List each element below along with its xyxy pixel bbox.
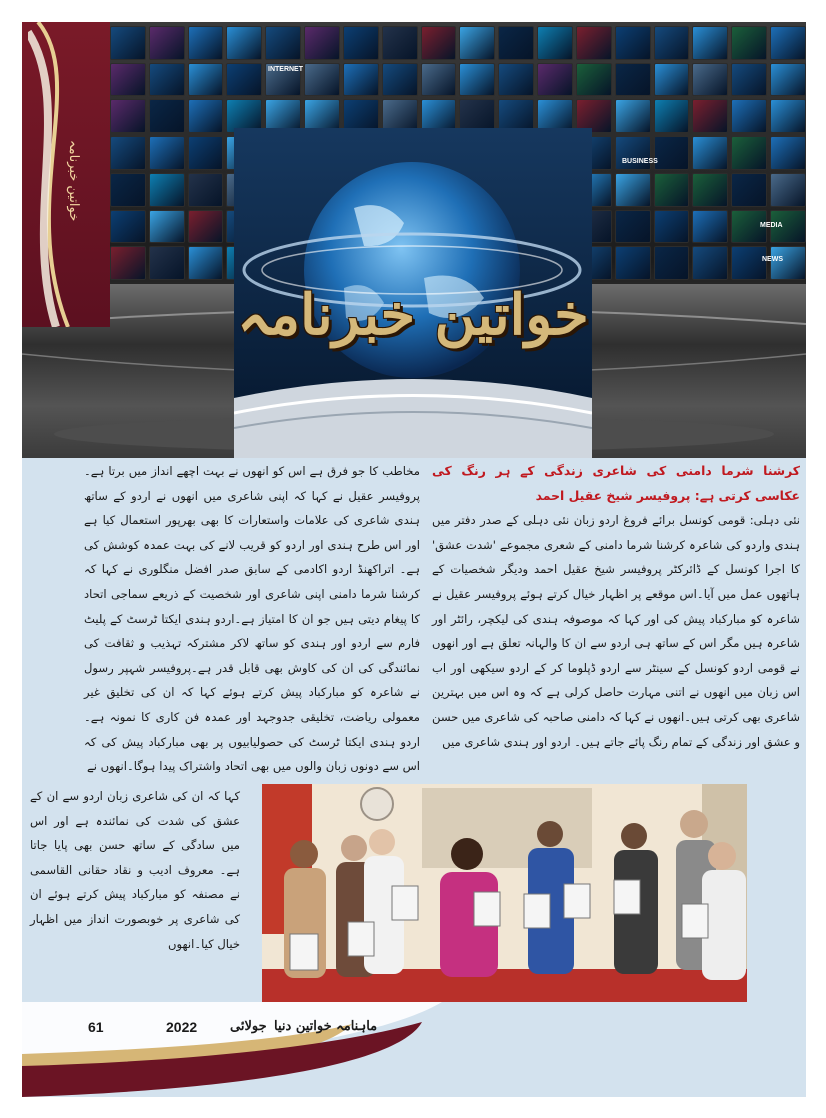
wall-screen <box>382 63 418 97</box>
event-photo <box>262 784 747 1002</box>
wall-screen <box>421 63 457 97</box>
wall-screen <box>654 99 690 133</box>
wall-screen <box>731 99 767 133</box>
wall-screen <box>692 210 728 244</box>
wall-screen <box>576 63 612 97</box>
wall-screen <box>188 136 224 170</box>
wall-screen <box>149 99 185 133</box>
wall-screen <box>731 26 767 60</box>
wall-screen <box>110 63 146 97</box>
wall-screen <box>692 173 728 207</box>
issue-year: 2022 <box>166 1019 198 1035</box>
wall-screen <box>770 136 806 170</box>
article-left-column <box>84 459 420 779</box>
wall-screen <box>459 26 495 60</box>
wall-screen <box>731 173 767 207</box>
wall-screen <box>149 136 185 170</box>
wall-screen <box>304 26 340 60</box>
wall-screen <box>692 99 728 133</box>
globe-panel <box>234 128 592 458</box>
masthead-sidebar <box>22 22 110 327</box>
wall-screen <box>770 63 806 97</box>
wall-screen <box>226 26 262 60</box>
wall-screen <box>459 63 495 97</box>
magazine-page <box>22 22 806 1097</box>
wall-screen <box>304 63 340 97</box>
issue-month: جولائی <box>230 1019 267 1034</box>
wall-screen <box>265 26 301 60</box>
wall-screen <box>110 210 146 244</box>
wall-screen <box>654 136 690 170</box>
wall-screen <box>149 210 185 244</box>
masthead-banner <box>22 22 806 458</box>
masthead-title: خواتین خبرنامہ <box>237 282 589 348</box>
wall-screen <box>615 246 651 280</box>
wall-screen <box>770 246 806 280</box>
wall-screen <box>188 63 224 97</box>
screen-label-business: BUSINESS <box>622 158 658 165</box>
wall-screen <box>188 210 224 244</box>
wall-screen <box>149 63 185 97</box>
article-left-bottom-column <box>30 784 240 956</box>
wall-screen <box>188 99 224 133</box>
wall-screen <box>731 136 767 170</box>
wall-screen <box>537 26 573 60</box>
screen-label-news: NEWS <box>762 256 783 263</box>
wall-screen <box>110 99 146 133</box>
wall-screen <box>226 63 262 97</box>
wall-screen <box>770 26 806 60</box>
wall-screen <box>188 246 224 280</box>
wall-screen <box>615 173 651 207</box>
article-body-right: نئی دہلی: قومی کونسل برائے فروغ اردو زبان نئی دہلی کے صدر دفتر میں ہندی واردو کی شاعرہ کرشنا شرما دامنی کے شعری مجموعے 'شدت عشق' کا اجرا کونسل کے ڈائرکٹر پروفیسر شیخ عقیل احمد ودیگر شخصیات کے ہاتھوں عمل میں آیا۔اس موقعے پر اظہار خیال کرتے ہوئے پروفیسر عقیل نے شاعرہ کو مبارکباد پیش کی اور کہا کہ موصوفہ ہندی کی لیکچر، رائٹر اور شاعرہ ہیں مگر اس کے ساتھ ہی اردو سے ان کا والہانہ تعلق ہے اور انھوں نے قومی اردو کونسل کے سینٹر سے اردو ڈپلوما کر کے اردو سیکھی اور اب اس زبان میں انھوں نے اتنی مہارت حاصل کرلی ہے کہ وہ اس میں بہترین شاعری بھی کرتی ہیں۔انھوں نے کہا کہ دامنی صاحبہ کی شاعری میں حسن و عشق اور زندگی کے تمام رنگ پائے جاتے ہیں۔ اردو اور ہندی شاعری میں <box>432 513 800 749</box>
wall-screen <box>770 173 806 207</box>
book-launch-photo <box>262 784 747 1002</box>
wall-screen <box>692 136 728 170</box>
wall-screen <box>188 173 224 207</box>
wall-screen <box>149 26 185 60</box>
wall-screen <box>537 63 573 97</box>
screen-label-internet: INTERNET <box>268 66 303 73</box>
wall-screen <box>731 246 767 280</box>
wall-screen <box>654 26 690 60</box>
wall-screen <box>615 26 651 60</box>
wall-screen <box>654 63 690 97</box>
wall-screen <box>770 99 806 133</box>
wall-screen <box>692 63 728 97</box>
article-body-left-top: مخاطب کا جو فرق ہے اس کو انھوں نے بہت اچھے انداز میں برتا ہے۔پروفیسر عقیل نے کہا کہ اپنی شاعری میں انھوں نے اردو کے ساتھ ہندی شاعری کی علامات واستعارات کا بھی بھرپور استعمال کیا ہے اور اس طرح ہندی اور اردو کو قریب لانے کی بہت عمدہ کوشش کی ہے۔ اتراکھنڈ اردو اکادمی کے سابق صدر افضل منگلوری نے کہا کہ کرشنا شرما دامنی اپنی شاعری اور شخصیت کے ذریعے سماجی اتحاد کا پیغام دیتی ہیں جو ان کا امتیاز ہے۔اردو ہندی ایکتا ٹرسٹ کے پلیٹ فارم سے اردو اور ہندی کو ساتھ لاکر مشترکہ تہذیب و ثقافت کی نمائندگی کی ان کی کاوش بھی قابل قدر ہے۔پروفیسر شہپر رسول نے شاعرہ کو مبارکباد پیش کرتے ہوئے کہا کہ ان کی تخلیق غیر معمولی ریاضت، تخلیقی جدوجہد اور عمدہ فن کاری کا نمونہ ہے۔اردو ہندی ایکتا ٹرسٹ کی حصولیابیوں پر بھی مبارکباد پیش کی کہ اس سے دونوں زبان والوں میں بھی اتحاد واشتراک پیدا ہوگا۔انھوں نے <box>84 464 420 774</box>
wall-screen <box>654 173 690 207</box>
wall-screen <box>615 210 651 244</box>
wall-screen <box>731 63 767 97</box>
wall-screen <box>110 246 146 280</box>
wall-screen <box>110 173 146 207</box>
sidebar-label: خواتین خبرنامہ <box>66 140 81 222</box>
screen-label-media: MEDIA <box>760 222 783 229</box>
magazine-name: ماہنامہ خواتین دنیا <box>274 1019 378 1034</box>
wall-screen <box>576 26 612 60</box>
wall-screen <box>110 136 146 170</box>
wall-screen <box>615 99 651 133</box>
wall-screen <box>498 26 534 60</box>
wall-screen <box>654 210 690 244</box>
wall-screen <box>654 246 690 280</box>
wall-screen <box>421 26 457 60</box>
wall-screen <box>692 26 728 60</box>
wall-screen <box>149 246 185 280</box>
wall-screen <box>343 63 379 97</box>
page-number: 61 <box>88 1019 104 1035</box>
wall-screen <box>498 63 534 97</box>
wall-screen <box>615 63 651 97</box>
article-body-left-bottom: کہا کہ ان کی شاعری زبان اردو سے ان کے عشق کی شدت کی نمائندہ ہے اور اس میں سادگی کے ساتھ حسن بھی پایا جاتا ہے۔ معروف ادیب و نقاد حقانی القاسمی نے مصنفہ کو مبارکباد پیش کرتے ہوئے ان کی شاعری پر خوبصورت انداز میں اظہار خیال کیا۔انھوں <box>30 789 240 951</box>
gold-swoosh <box>28 22 98 327</box>
wall-screen <box>692 246 728 280</box>
wall-screen <box>188 26 224 60</box>
footer-swoosh <box>22 1002 806 1097</box>
article-right-column <box>432 459 800 754</box>
wall-screen <box>110 26 146 60</box>
wall-screen <box>149 173 185 207</box>
wall-screen <box>343 26 379 60</box>
wall-screen <box>382 26 418 60</box>
article-headline: کرشنا شرما دامنی کی شاعری زندگی کے ہر رنگ کی عکاسی کرتی ہے: پروفیسر شیخ عقیل احمد <box>432 463 800 503</box>
